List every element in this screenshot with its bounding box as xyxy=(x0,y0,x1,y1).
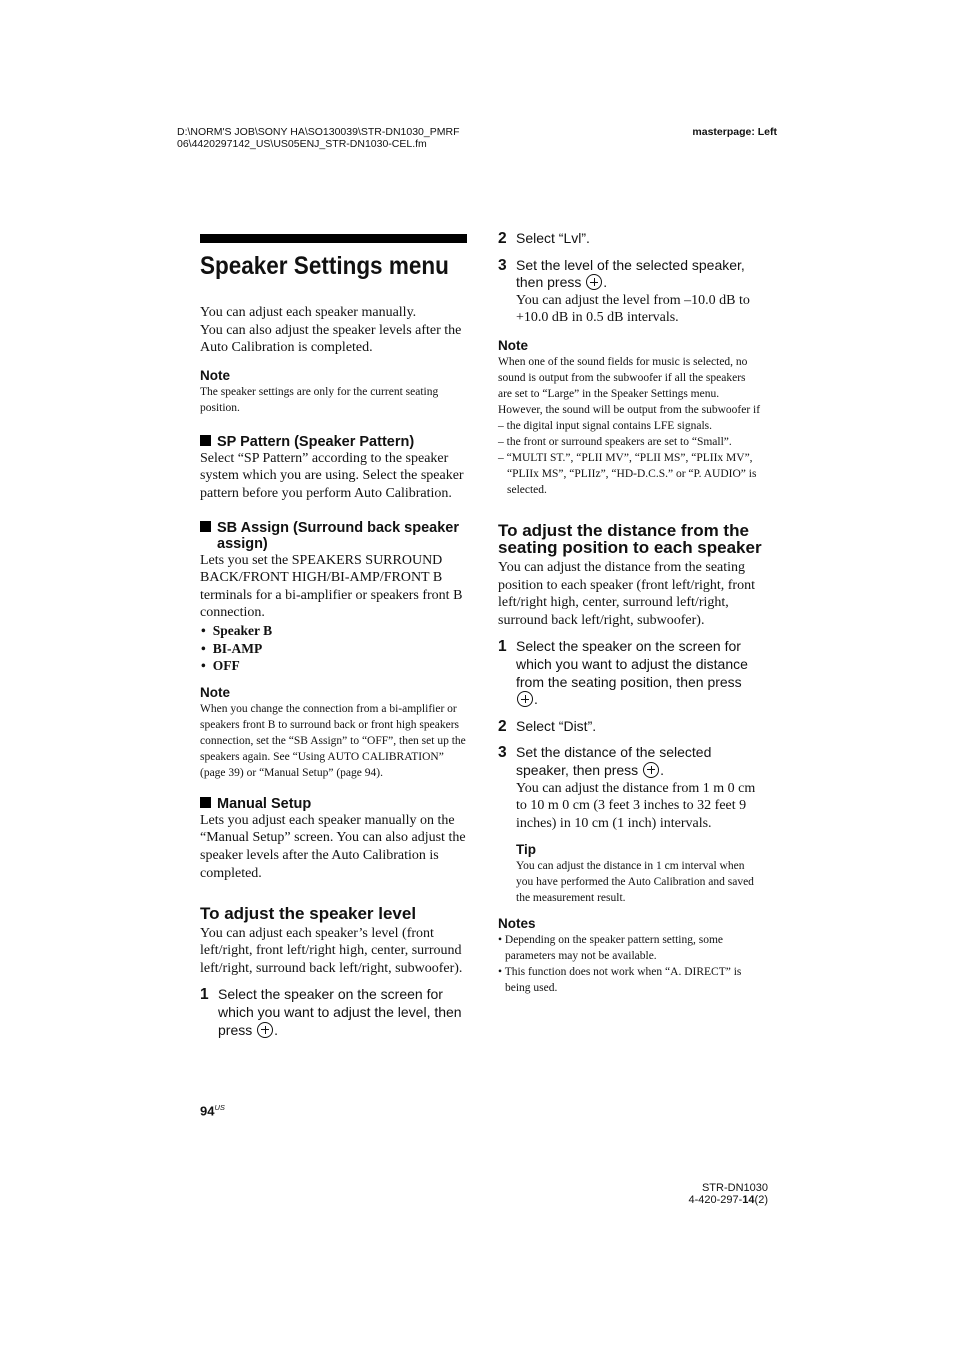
right-column xyxy=(498,230,762,996)
note-text: When you change the connection from a bi-amplifier or speakers front B to surround back or front high speakers connection, set the “SB Assign” to “OFF”, then set up the speakers again. See “Using AUTO CALIBRATION” (page 39) or “Manual Setup” (page 94). xyxy=(200,702,466,779)
option-off: • OFF xyxy=(200,657,467,675)
level-step-1: 1 Select the speaker on the screen for which you want to adjust the level, then press . xyxy=(200,986,462,1038)
model-number: STR-DN1030 xyxy=(701,1182,768,1194)
note-heading: Note xyxy=(498,337,528,353)
model-footer xyxy=(688,1182,768,1206)
square-bullet-icon xyxy=(200,435,211,446)
manual-setup-text: Lets you adjust each speaker manually on the “Manual Setup” screen. You can also adjust the speaker levels after the Auto Calibration is completed. xyxy=(200,812,466,881)
page-number: $94^{US}$ xyxy=(200,1103,225,1119)
distance-step-2: 2 Select “Dist”. xyxy=(498,717,597,735)
distance-step-1: 1 Select the speaker on the screen for which you want to adjust the distance from the seating position, then press . xyxy=(498,638,748,708)
level-heading: To adjust the speaker level xyxy=(200,904,417,924)
sb-assign-text: Lets you set the SPEAKERS SURROUND BACK/FRONT HIGH/BI-AMP/FRONT B terminals for a bi-amplifier or speakers front B connection. xyxy=(200,552,463,621)
file-path-line-2: 06\4420297142_US\US05ENJ_STR-DN1030-CEL.fm xyxy=(177,138,427,150)
part-number: 4-420-297-14(2) xyxy=(688,1194,768,1206)
level-step-2: 2 Select “Lvl”. xyxy=(498,230,590,247)
left-column xyxy=(200,230,467,1039)
notes-item: • Depending on the speaker pattern setting, some parameters may not be available. xyxy=(498,934,724,963)
level-intro: You can adjust each speaker’s level (front left/right, front left/right high, center, surround left/right, surround back left/right, subwoofer). xyxy=(200,925,463,976)
intro-line-2: You can also adjust the speaker levels after the Auto Calibration is completed. xyxy=(200,322,462,356)
note-conditions xyxy=(498,418,762,498)
square-bullet-icon xyxy=(200,521,211,532)
notes-heading: Notes xyxy=(498,916,536,932)
step-number: 2 xyxy=(498,717,507,735)
section-heading-sb-assign: SB Assign (Surround back speaker assign) xyxy=(200,520,467,552)
sp-pattern-text: Select “SP Pattern” according to the speaker system which you are using. Select the speaker pattern before you perform Auto Calibration. xyxy=(200,450,464,501)
distance-heading: To adjust the distance from the seating position to each speaker xyxy=(498,520,762,558)
section-heading-manual-setup: Manual Setup xyxy=(200,796,467,812)
step-number: 1 xyxy=(498,638,507,656)
distance-step-3: 3 Set the distance of the selected speaker, then press . xyxy=(498,744,712,778)
intro-line-1: You can adjust each speaker manually. xyxy=(200,305,417,320)
distance-step-3-detail: You can adjust the distance from 1 m 0 cm to 10 m 0 cm (3 feet 3 inches to 32 feet 9 inches) in 10 cm (1 inch) intervals. xyxy=(516,780,756,831)
page-title: Speaker Settings menu xyxy=(200,252,449,280)
distance-intro: You can adjust the distance from the seating position to each speaker (front left/right, front left/right high, center, surround left/right, surround back left/right, subwoofer). xyxy=(498,559,755,628)
condition-item: – “MULTI ST.”, “PLII MV”, “PLII MS”, “PLIIx MV”, “PLIIx MS”, “PLIIz”, “HD-D.C.S.” or “P. AUDIO” is selected. xyxy=(498,451,757,496)
note-text: When one of the sound fields for music is selected, no sound is output from the subwoofer if all the speakers are set to “Large” in the Speaker Settings menu. However, the sound will be output from the subwoofer if xyxy=(498,355,761,416)
note-text: The speaker settings are only for the current seating position. xyxy=(200,385,439,414)
enter-button-icon xyxy=(643,762,659,778)
notes-item: • This function does not work when “A. DIRECT” is being used. xyxy=(498,966,742,995)
condition-item: – the front or surround speakers are set to “Small”. xyxy=(498,435,732,448)
file-path-line-1: D:\NORM'S JOB\SONY HA\SO130039\STR-DN1030_PMRF xyxy=(177,126,460,138)
enter-button-icon xyxy=(257,1022,273,1038)
enter-button-icon xyxy=(517,691,533,707)
tip-heading: Tip xyxy=(516,842,536,858)
level-step-3: 3 Set the level of the selected speaker, then press . xyxy=(498,256,745,291)
file-path-header xyxy=(177,126,459,150)
step-number: 1 xyxy=(200,986,209,1004)
title-rule xyxy=(200,234,467,243)
masterpage-label: masterpage: Left xyxy=(692,126,777,138)
tip-text: You can adjust the distance in 1 cm interval when you have performed the Auto Calibration and saved the measurement result. xyxy=(516,860,754,905)
notes-list xyxy=(498,932,762,996)
note-heading: Note xyxy=(200,367,230,383)
option-speaker-b: • Speaker B xyxy=(200,622,467,640)
section-heading-sp-pattern: SP Pattern (Speaker Pattern) xyxy=(200,434,467,450)
option-bi-amp: • BI-AMP xyxy=(200,640,467,658)
tip-box xyxy=(516,842,762,906)
sb-assign-options xyxy=(200,622,467,675)
condition-item: – the digital input signal contains LFE signals. xyxy=(498,419,713,432)
note-heading: Note xyxy=(200,684,230,700)
enter-button-icon xyxy=(586,274,602,290)
square-bullet-icon xyxy=(200,797,211,808)
step-number: 2 xyxy=(498,230,507,247)
step-number: 3 xyxy=(498,256,507,274)
step-number: 3 xyxy=(498,744,507,762)
level-step-3-detail: You can adjust the level from –10.0 dB to +10.0 dB in 0.5 dB intervals. xyxy=(516,292,750,326)
